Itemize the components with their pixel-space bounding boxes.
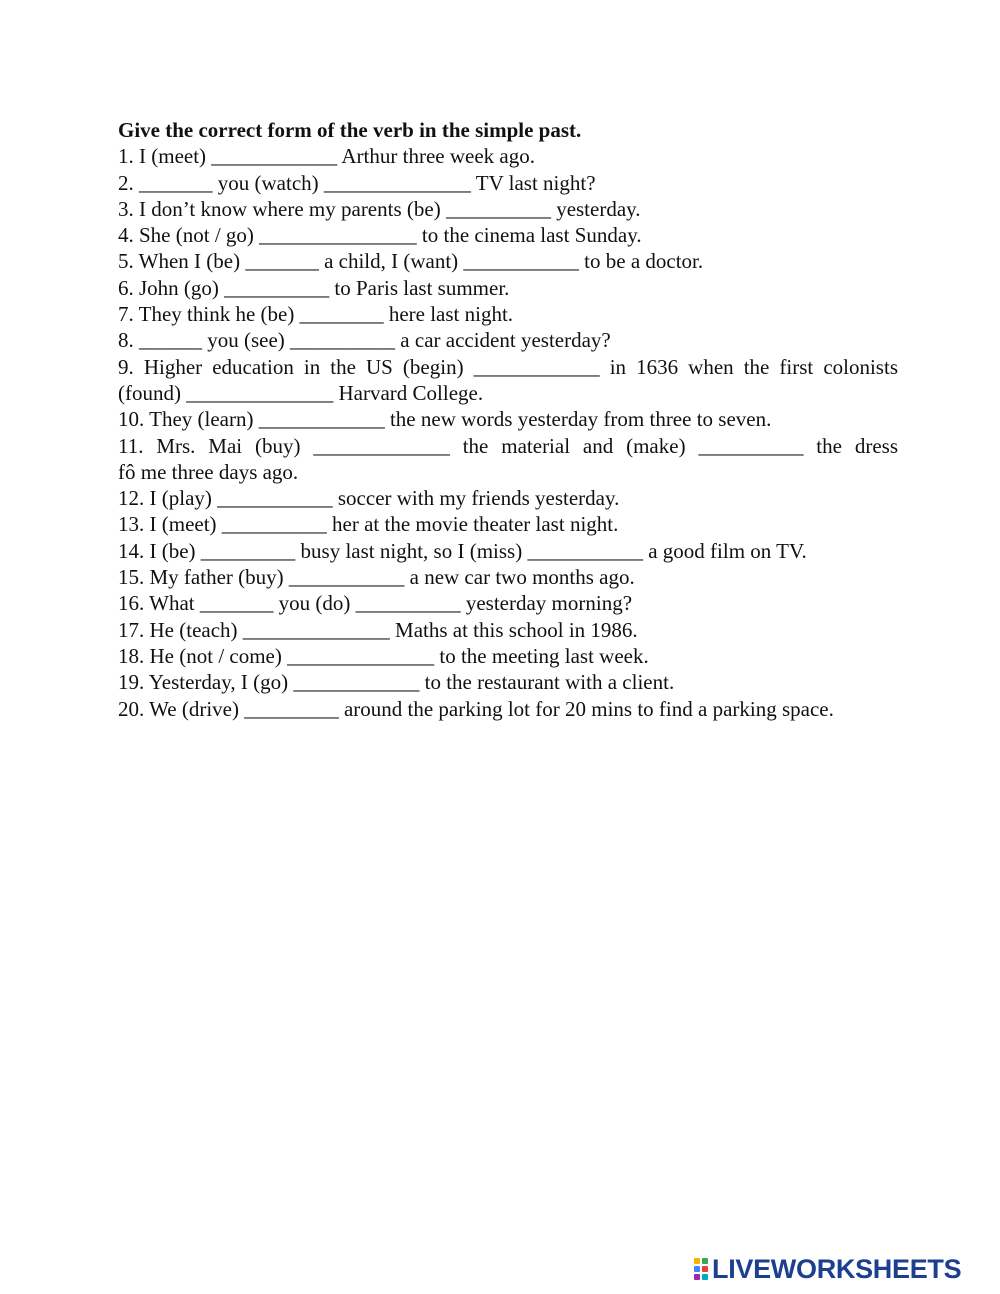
- exercise-line: 18. He (not / come) ______________ to the meeting last week.: [118, 643, 649, 668]
- logo-mark-icon: [693, 1257, 709, 1281]
- exercise-line: 6. John (go) __________ to Paris last summer.: [118, 275, 510, 300]
- exercise-line-continuation: fô me three days ago.: [118, 459, 299, 484]
- exercise-line: 5. When I (be) _______ a child, I (want) ___________ to be a doctor.: [118, 249, 704, 274]
- exercise-line: 13. I (meet) __________ her at the movie theater last night.: [118, 512, 619, 537]
- exercise-line: 11. Mrs. Mai (buy) _____________ the material and (make) __________ the dress: [118, 433, 898, 458]
- exercise-line: 9. Higher education in the US (begin) ____________ in 1636 when the first colonists: [118, 354, 898, 379]
- exercise-line: 16. What _______ you (do) __________ yesterday morning?: [118, 591, 633, 616]
- logo-text: LIVEWORKSHEETS: [712, 1254, 962, 1284]
- exercise-line: 10. They (learn) ____________ the new words yesterday from three to seven.: [118, 407, 772, 432]
- exercise-line: 7. They think he (be) ________ here last night.: [118, 302, 514, 327]
- exercise-line: 1. I (meet) ____________ Arthur three week ago.: [118, 144, 535, 169]
- instruction-heading: Give the correct form of the verb in the simple past.: [118, 118, 582, 142]
- exercise-line: 15. My father (buy) ___________ a new car two months ago.: [118, 565, 635, 590]
- worksheet: [118, 117, 898, 722]
- exercise-line: 4. She (not / go) _______________ to the cinema last Sunday.: [118, 223, 642, 248]
- exercise-line: 2. _______ you (watch) ______________ TV last night?: [118, 170, 596, 195]
- exercise-line: 12. I (play) ___________ soccer with my friends yesterday.: [118, 486, 620, 511]
- exercise-line: 8. ______ you (see) __________ a car accident yesterday?: [118, 328, 611, 353]
- exercise-line: 20. We (drive) _________ around the parking lot for 20 mins to find a parking space.: [118, 696, 834, 721]
- liveworksheets-logo: [693, 1256, 961, 1282]
- exercise-line: 14. I (be) _________ busy last night, so I (miss) ___________ a good film on TV.: [118, 538, 807, 563]
- exercise-line: 19. Yesterday, I (go) ____________ to the restaurant with a client.: [118, 670, 675, 695]
- exercise-line: 17. He (teach) ______________ Maths at this school in 1986.: [118, 617, 638, 642]
- exercise-line-continuation: (found) ______________ Harvard College.: [118, 380, 484, 405]
- exercise-line: 3. I don’t know where my parents (be) __________ yesterday.: [118, 196, 641, 221]
